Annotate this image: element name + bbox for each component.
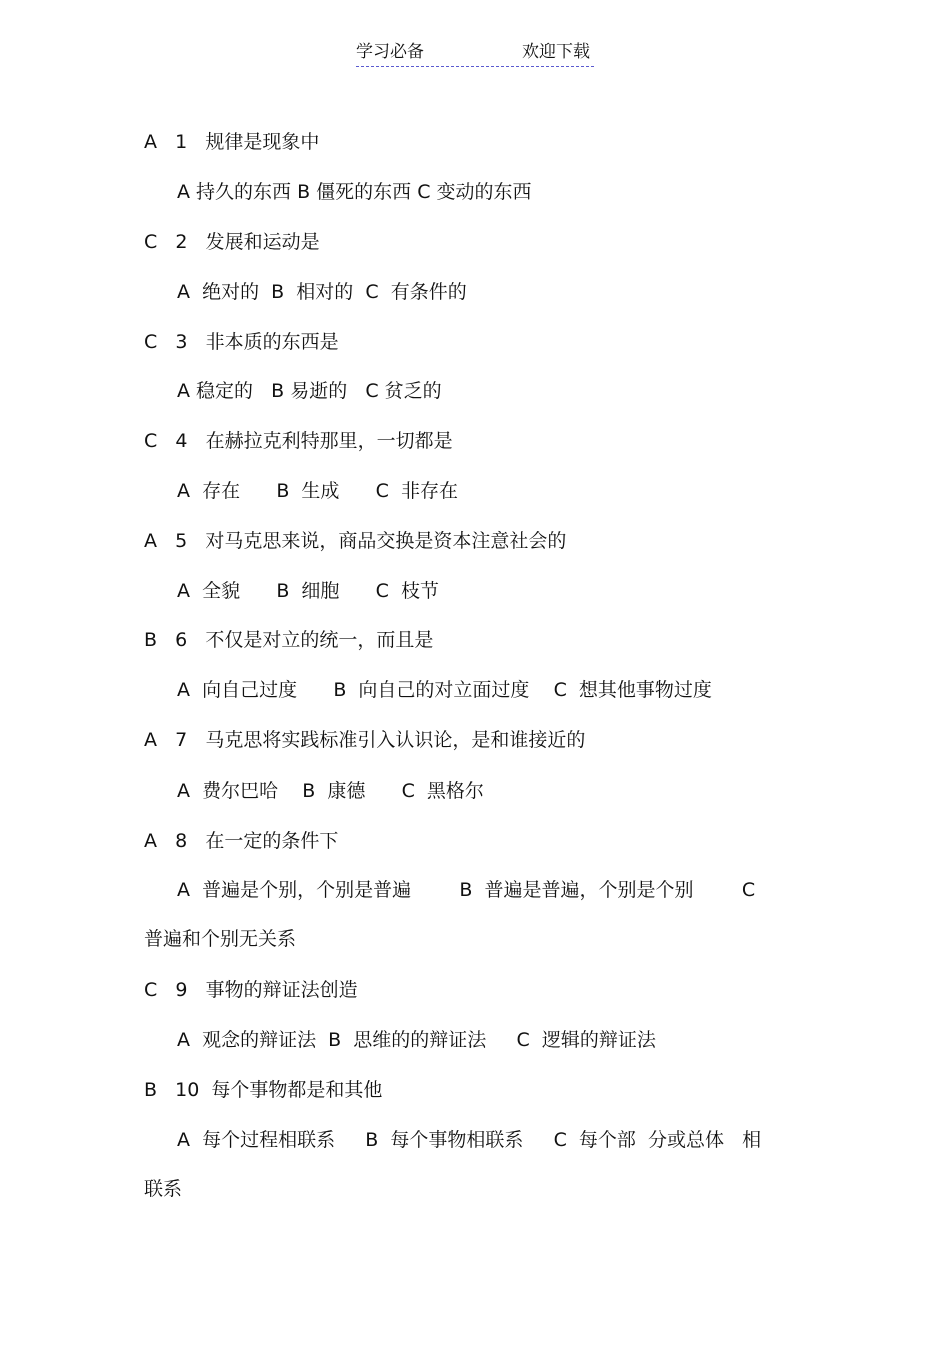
- question-10: B 10 每个事物都是和其他: [144, 1079, 383, 1101]
- question-6: B 6 不仅是对立的统一，而且是: [144, 629, 434, 651]
- question-8: A 8 在一定的条件下: [144, 830, 339, 852]
- header-right-text: 欢迎下载: [522, 42, 590, 62]
- options-5: A 全貌 B 细胞 C 枝节: [177, 580, 440, 602]
- options-10: A 每个过程相联系 B 每个事物相联系 C 每个部 分或总体 相: [177, 1129, 762, 1151]
- options-9: A 观念的辩证法 B 思维的的辩证法 C 逻辑的辩证法: [177, 1029, 656, 1051]
- page-header: [356, 40, 594, 67]
- options-1: A 持久的东西 B 僵死的东西 C 变动的东西: [177, 181, 532, 203]
- options-7: A 费尔巴哈 B 康德 C 黑格尔: [177, 780, 484, 802]
- options-2: A 绝对的 B 相对的 C 有条件的: [177, 281, 467, 303]
- options-3: A 稳定的 B 易逝的 C 贫乏的: [177, 380, 442, 402]
- question-4: C 4 在赫拉克利特那里，一切都是: [144, 430, 453, 452]
- header-left-text: 学习必备: [356, 42, 424, 62]
- question-9: C 9 事物的辩证法创造: [144, 979, 358, 1001]
- options-6: A 向自己过度 B 向自己的对立面过度 C 想其他事物过度: [177, 679, 712, 701]
- options-4: A 存在 B 生成 C 非存在: [177, 480, 459, 502]
- options-8-continued: 普遍和个别无关系: [144, 928, 297, 950]
- question-3: C 3 非本质的东西是: [144, 331, 339, 353]
- question-5: A 5 对马克思来说，商品交换是资本注意社会的: [144, 530, 567, 552]
- options-10-continued: 联系: [144, 1178, 183, 1200]
- question-2: C 2 发展和运动是: [144, 231, 320, 253]
- question-7: A 7 马克思将实践标准引入认识论，是和谁接近的: [144, 729, 586, 751]
- question-1: A 1 规律是现象中: [144, 131, 320, 153]
- options-8: A 普遍是个别，个别是普遍 B 普遍是普遍，个别是个别 C: [177, 879, 756, 901]
